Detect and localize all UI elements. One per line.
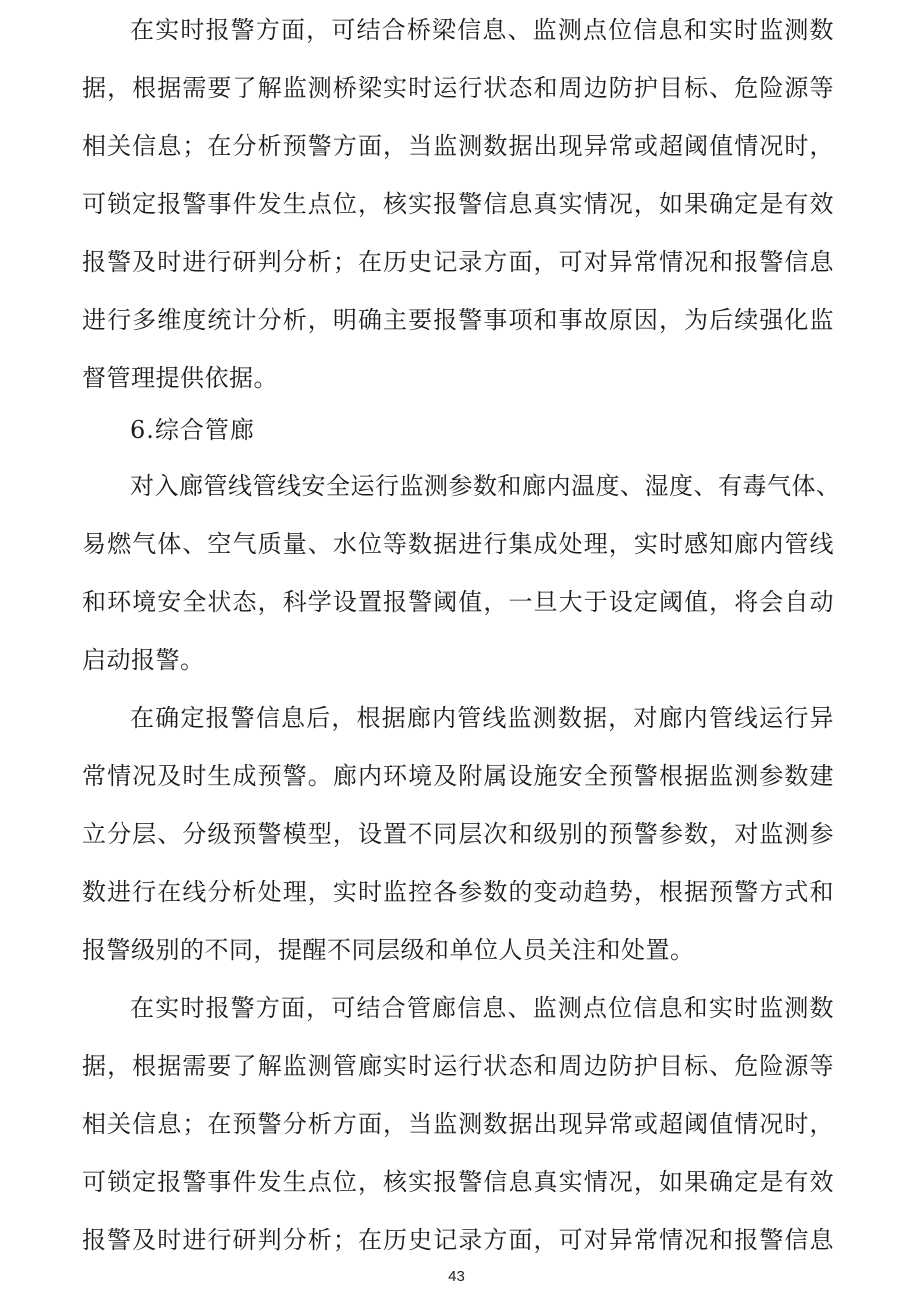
paragraph-line: 常情况及时生成预警。廊内环境及附属设施安全预警根据监测参数建: [82, 762, 834, 790]
page-number: 43: [448, 1268, 465, 1285]
paragraph-line: 在实时报警方面，可结合管廊信息、监测点位信息和实时监测数: [130, 994, 834, 1022]
paragraph-line: 和环境安全状态，科学设置报警阈值，一旦大于设定阈值，将会自动: [82, 588, 834, 616]
paragraph-line: 数进行在线分析处理，实时监控各参数的变动趋势，根据预警方式和: [82, 878, 834, 906]
paragraph-line: 在确定报警信息后，根据廊内管线监测数据，对廊内管线运行异: [130, 704, 834, 732]
paragraph-line: 相关信息；在分析预警方面，当监测数据出现异常或超阈值情况时，: [82, 132, 834, 160]
paragraph-line: 督管理提供依据。: [82, 364, 278, 392]
paragraph-line: 报警及时进行研判分析；在历史记录方面，可对异常情况和报警信息: [82, 248, 834, 276]
paragraph-line: 报警及时进行研判分析；在历史记录方面，可对异常情况和报警信息: [82, 1226, 834, 1254]
paragraph-line: 进行多维度统计分析，明确主要报警事项和事故原因，为后续强化监: [82, 306, 834, 334]
paragraph-line: 报警级别的不同，提醒不同层级和单位人员关注和处置。: [82, 936, 695, 964]
paragraph-line: 对入廊管线管线安全运行监测参数和廊内温度、湿度、有毒气体、: [130, 472, 841, 500]
paragraph-line: 据，根据需要了解监测管廊实时运行状态和周边防护目标、危险源等: [82, 1052, 834, 1080]
paragraph-line: 可锁定报警事件发生点位，核实报警信息真实情况，如果确定是有效: [82, 1168, 834, 1196]
paragraph-line: 启动报警。: [82, 646, 205, 674]
paragraph-line: 相关信息；在预警分析方面，当监测数据出现异常或超阈值情况时，: [82, 1110, 834, 1138]
paragraph-line: 易燃气体、空气质量、水位等数据进行集成处理，实时感知廊内管线: [82, 530, 834, 558]
paragraph-line: 立分层、分级预警模型，设置不同层次和级别的预警参数，对监测参: [82, 820, 834, 848]
paragraph-line: 可锁定报警事件发生点位，核实报警信息真实情况，如果确定是有效: [82, 190, 834, 218]
section-heading: 6.综合管廊: [130, 416, 255, 444]
paragraph-line: 据，根据需要了解监测桥梁实时运行状态和周边防护目标、危险源等: [82, 74, 834, 102]
paragraph-line: 在实时报警方面，可结合桥梁信息、监测点位信息和实时监测数: [130, 16, 834, 44]
